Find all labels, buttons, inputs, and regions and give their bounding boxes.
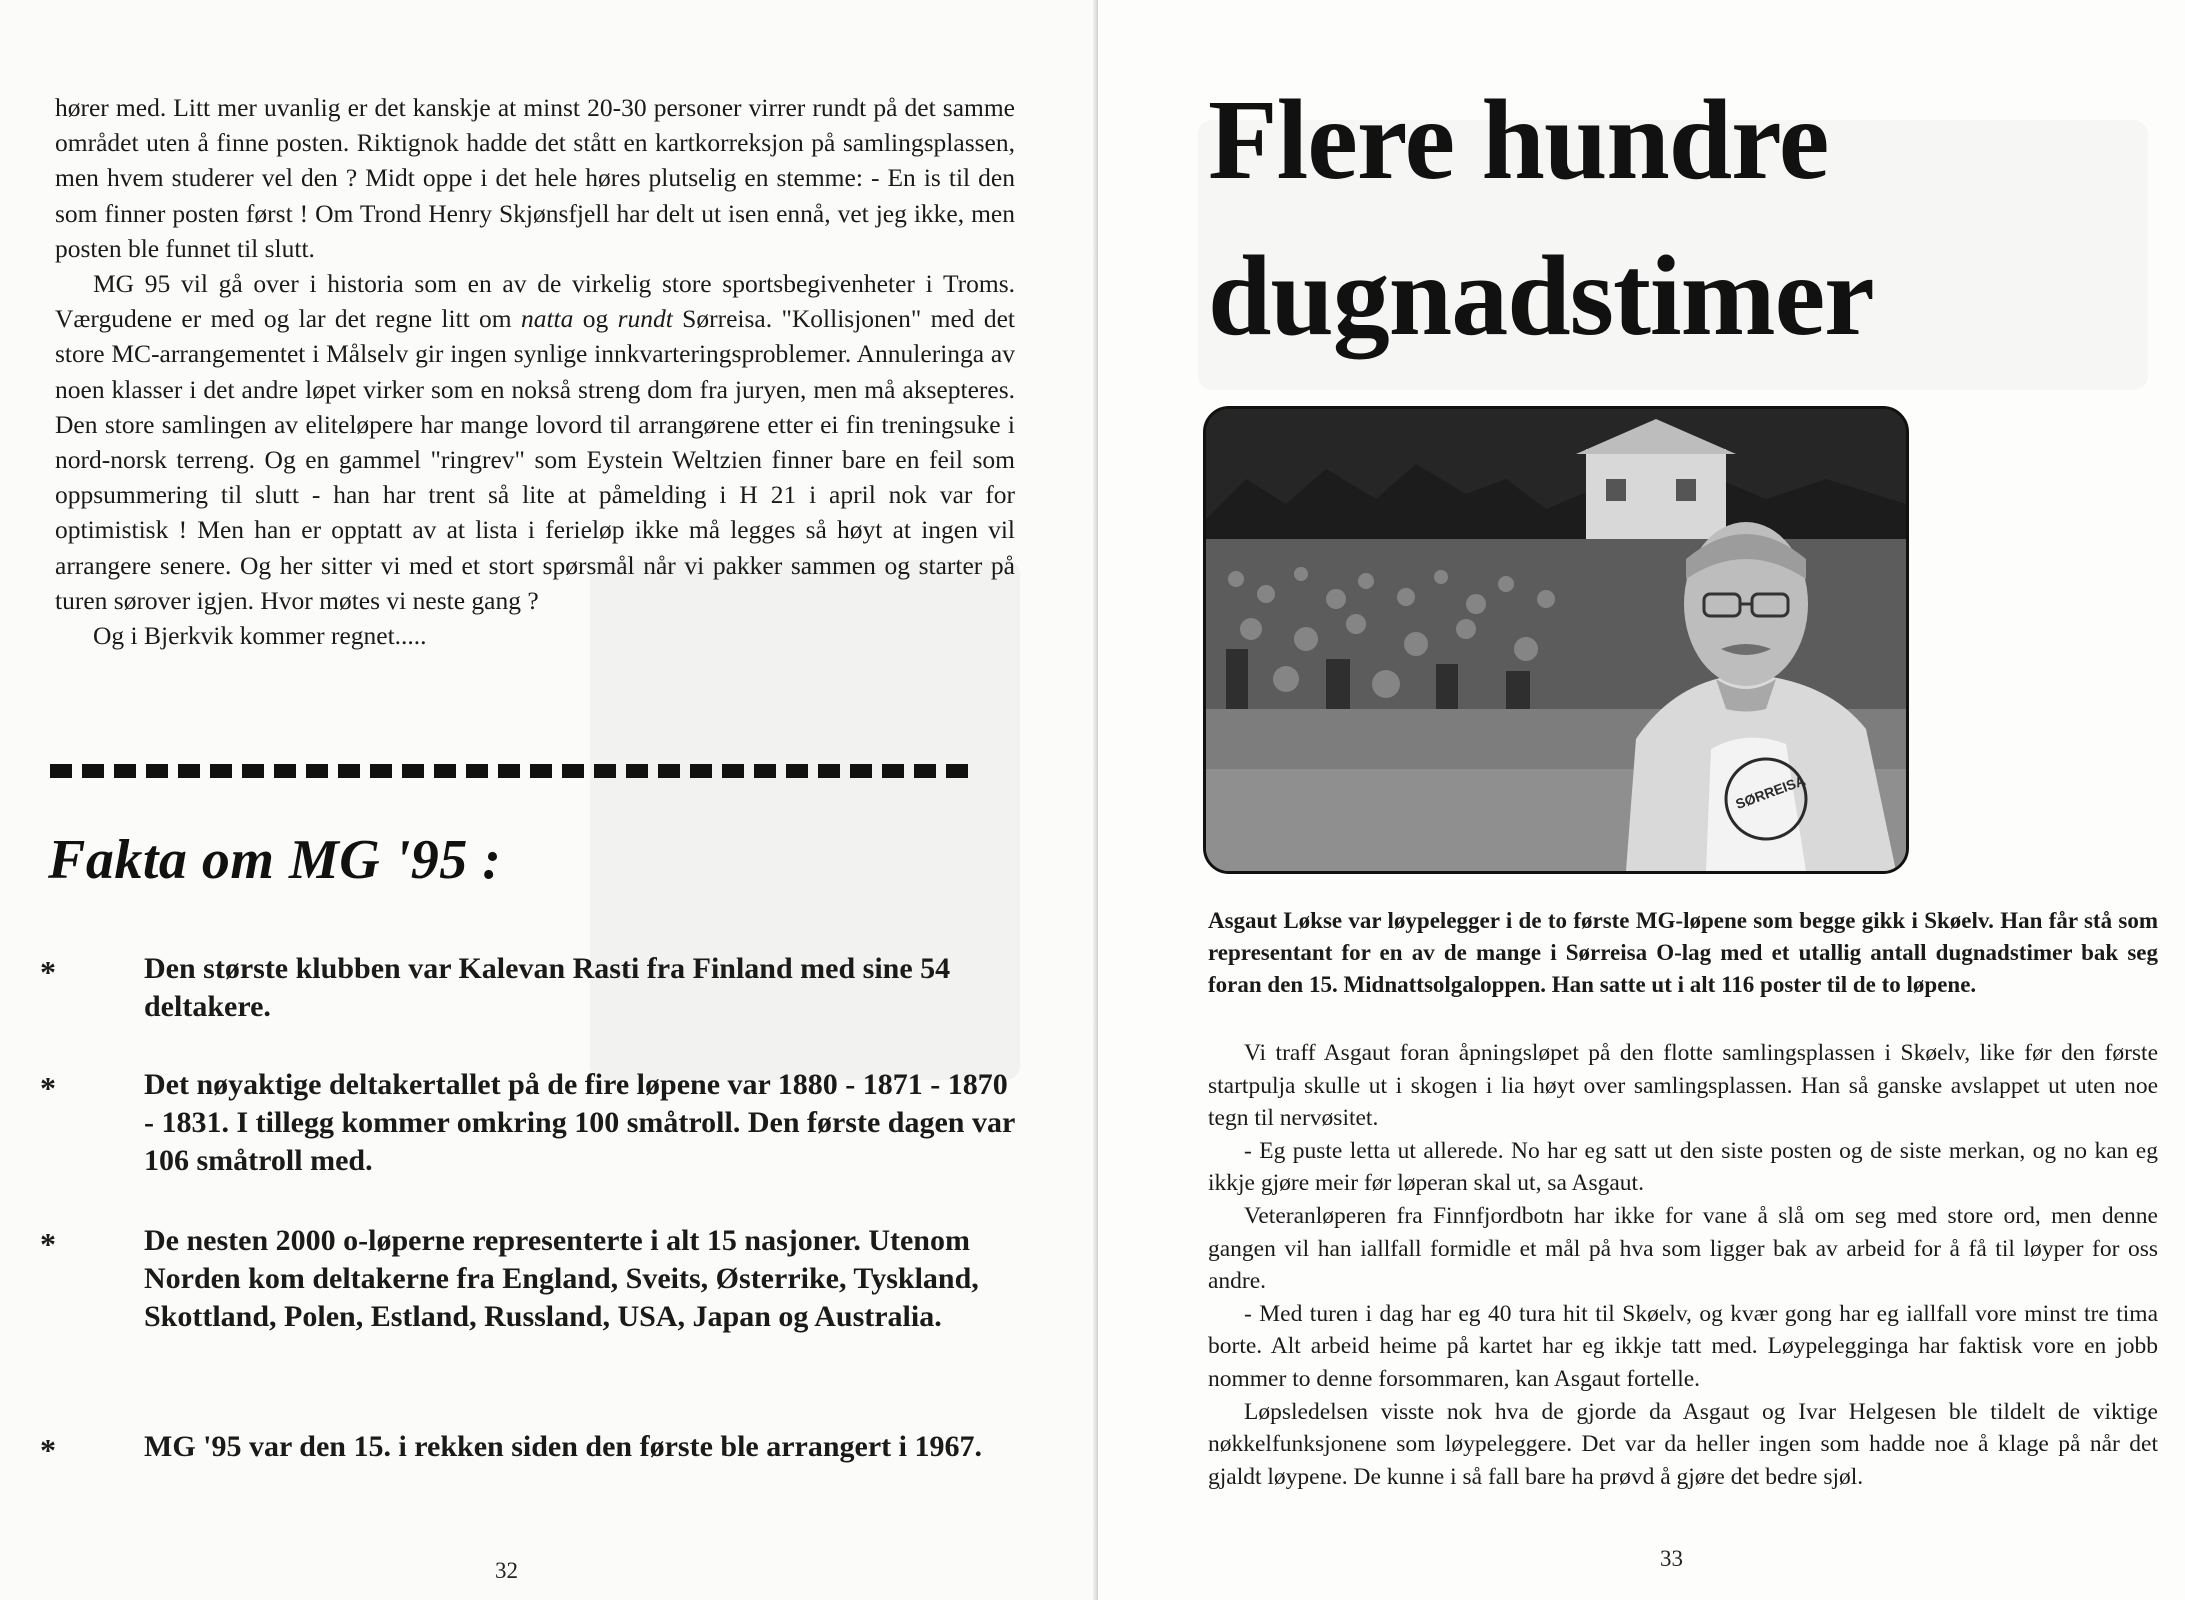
bullet-star-icon: * <box>40 954 56 990</box>
portrait-photo <box>1203 406 1909 874</box>
headline-line-1: Flere hundre <box>1208 76 1829 203</box>
text-run: Sørreisa. "Kollisjonen" med det store MC-arrangementet i Målselv gir ingen synlige innkvarteringsproblemer. Annuleringa av noen klasser i det andre løpet virker som en nokså streng dom fra juryen, men må aksepteres. Den store samlingen av eliteløpere har mange lovord til arrangørene etter ei fin treningsuke i nord-norsk terreng. Og en gammel "ringrev" som Eystein Weltzien finner bare en feil som oppsummering til slutt - han har trent så lite at påmelding i H 21 i april nok var for optimistisk ! Men han er opptatt av at lista i ferieløp ikke må legges så høyt at ingen vil arrangere senere. Og her sitter vi med et stort spørsmål når vi pakker sammen og starter på turen sørover igjen. Hvor møtes vi neste gang ? <box>55 304 1016 615</box>
right-paragraph: Vi traff Asgaut foran åpningsløpet på den flotte samlingsplassen i Skøelv, like før den første startpulja skulle ut i skogen i lia høyt over samlingsplassen. Han så ganske avslappet ut uten noe tegn til nervøsitet. <box>1208 1040 2158 1132</box>
text-run: og <box>573 304 618 334</box>
photo-illustration <box>1206 409 1906 871</box>
page-number: 32 <box>495 1558 518 1583</box>
right-paragraph: - Eg puste letta ut allerede. No har eg satt ut den siste posten og de siste merkan, og no kan eg ikkje gjøre meir før løperan skal ut, sa Asgaut. <box>1208 1137 2158 1197</box>
right-paragraph: Løpsledelsen visste nok hva de gjorde da Asgaut og Ivar Helgesen ble tildelt de viktige nøkkelfunksjonene som løypeleggere. Det var da heller ingen som hadde noe å klage på når det gjaldt løypene. De kunne i så fall bare ha prøvd å gjøre det bedre sjøl. <box>1208 1398 2158 1490</box>
page-number: 33 <box>1660 1546 1683 1571</box>
left-body-text <box>55 90 1015 653</box>
dashed-divider <box>50 764 975 778</box>
italic-word: natta <box>520 304 574 334</box>
bullet-star-icon: * <box>40 1070 56 1106</box>
left-paragraph-1: hører med. Litt mer uvanlig er det kanskje at minst 20-30 personer virrer rundt på det samme området uten å finne posten. Riktignok hadde det stått en kartkorreksjon på samlingsplassen, men hvem studerer vel den ? Midt oppe i det hele høres plutselig en stemme: - En is til den som finner posten først ! Om Trond Henry Skjønsfjell har delt ut isen ennå, vet jeg ikke, men posten ble funnet til slutt. <box>55 93 1015 263</box>
right-paragraph: Veteranløperen fra Finnfjordbotn har ikke for vane å slå om seg med store ord, men denne gangen vil han iallfall formidle et mål på hva som ligger bak av arbeid for å få til løyper for oss andre. <box>1208 1202 2158 1295</box>
right-body-text <box>1208 1037 2158 1493</box>
fakta-item-text: Det nøyaktige deltakertallet på de fire løpene var 1880 - 1871 - 1870 - 1831. I tillegg kommer omkring 100 småtroll. Den første dagen var 106 småtroll med. <box>144 1068 1015 1177</box>
fakta-heading: Fakta om MG '95 : <box>48 829 502 891</box>
headline-line-2: dugnadstimer <box>1208 232 1874 359</box>
shirt-logo-text: SØRREISA <box>1733 772 1808 813</box>
right-page <box>1098 0 2185 1600</box>
text-run: MG 95 vil gå over i historia som en av de virkelig store sportsbegivenheter i Troms. Værgudene er med og lar det regne litt om <box>55 269 1015 334</box>
italic-word: rundt <box>617 304 673 334</box>
headline <box>1208 62 2128 374</box>
right-paragraph: - Med turen i dag har eg 40 tura hit til Skøelv, og kvær gong har eg iallfall vore minst tre tima borte. Alt arbeid heime på kartet har eg ikkje tatt med. Løypelegginga har faktisk vore en jobb nommer to denne forsommaren, kan Asgaut fortelle. <box>1208 1300 2158 1392</box>
fakta-item-text: De nesten 2000 o-løperne representerte i alt 15 nasjoner. Utenom Norden kom deltakerne fra England, Sveits, Østerrike, Tyskland, Skottland, Polen, Estland, Russland, USA, Japan og Australia. <box>144 1224 979 1333</box>
left-paragraph-2 <box>55 266 1015 618</box>
bullet-star-icon: * <box>40 1226 56 1262</box>
bullet-star-icon: * <box>40 1432 56 1468</box>
fakta-item-text: Den største klubben var Kalevan Rasti fra Finland med sine 54 deltakere. <box>144 952 951 1023</box>
fakta-item-text: MG '95 var den 15. i rekken siden den første ble arrangert i 1967. <box>144 1430 983 1463</box>
left-paragraph-3: Og i Bjerkvik kommer regnet..... <box>93 621 427 651</box>
photo-caption: Asgaut Løkse var løypelegger i de to første MG-løpene som begge gikk i Skøelv. Han får stå som representant for en av de mange i Sørreisa O-lag med et utallig antall dugnadstimer bak seg foran den 15. Midnattsolgaloppen. Han satte ut i alt 116 poster til de to løpene. <box>1208 908 2158 997</box>
